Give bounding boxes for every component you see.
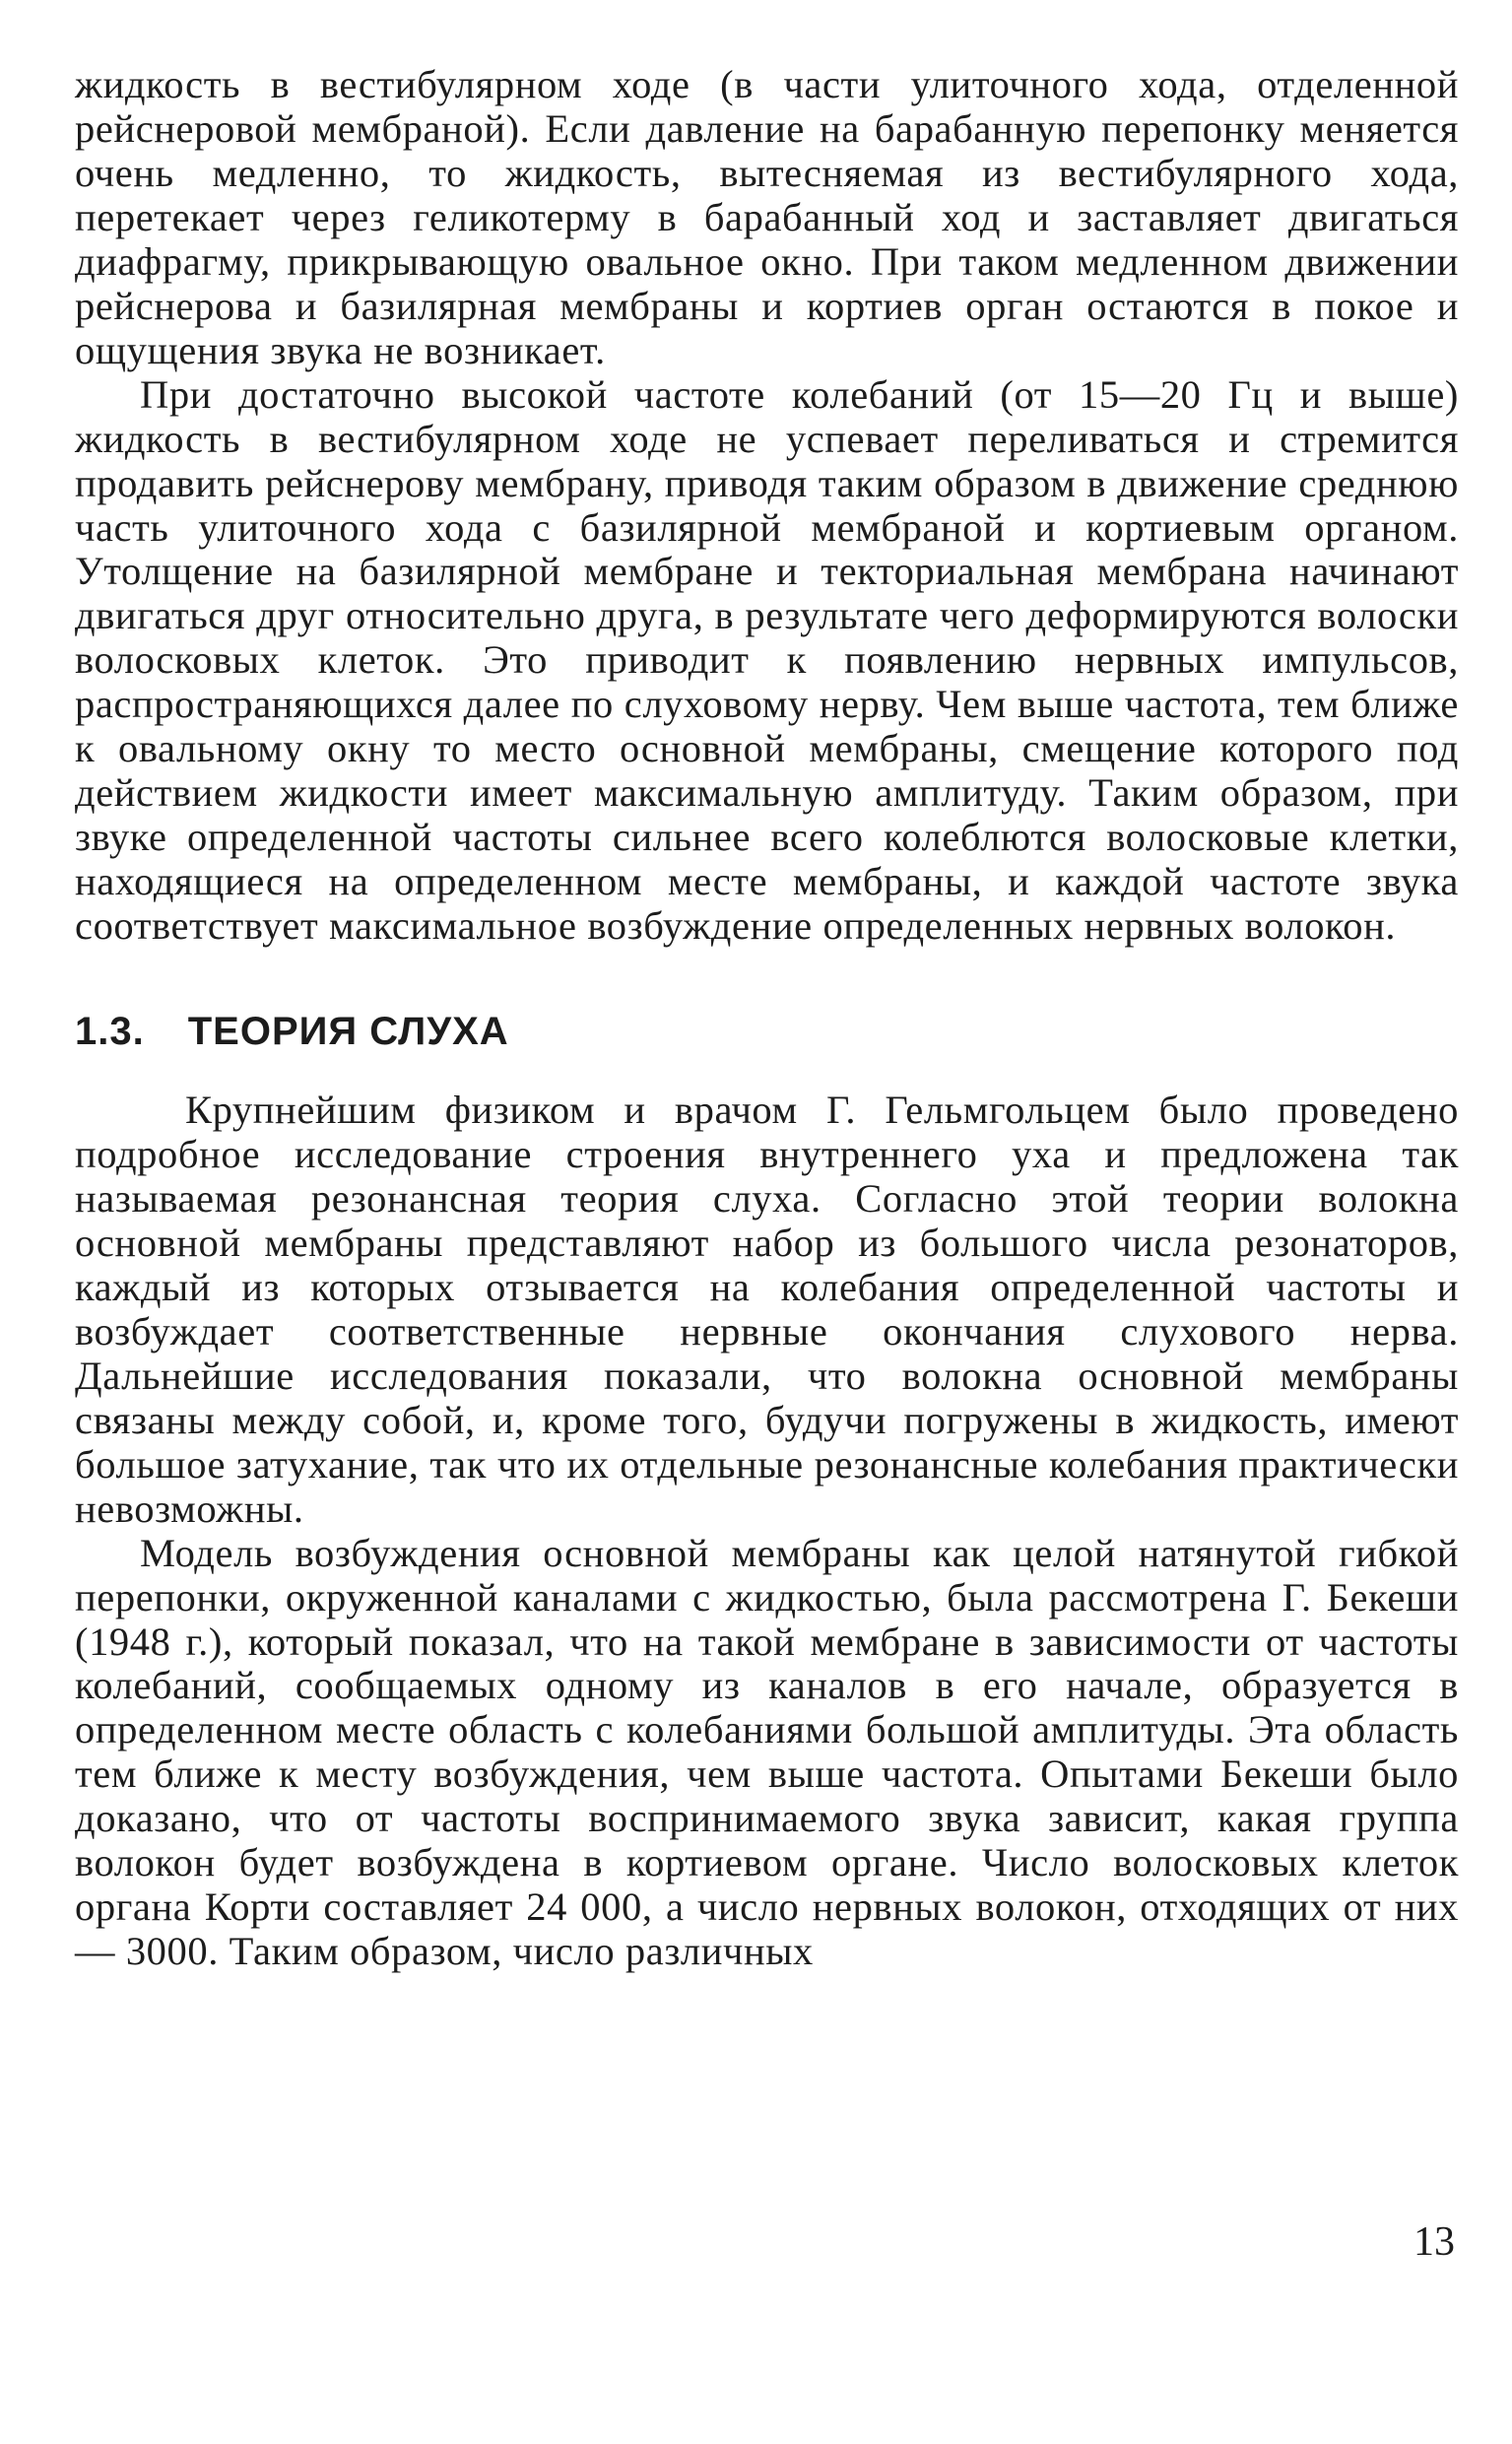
paragraph-bekesy: Модель возбуждения основной мембраны как целой натянутой гибкой перепонки, окруженной каналами с жидкостью, была рассмотрена Г. Бекеши (1948 г.), который показал, что на такой мембране в зависимости от частоты колебаний, сообщаемых одному из каналов в его начале, образуется в определенном месте область с колебаниями большой амплитуды. Эта область тем ближе к месту возбуждения, чем выше частота. Опытами Бекеши было доказано, что от частоты воспринимаемого звука зависит, какая группа волокон будет возбуждена в кортиевом органе. Число волосковых клеток органа Корти составляет 24 000, а число нервных волокон, отходящих от них — 3000. Таким образом, число различных (75, 1530, 1459, 1974)
paragraph-continued: жидкость в вестибулярном ходе (в части улиточного хода, отделенной рейснеровой мембраной). Если давление на барабанную перепонку меняется очень медленно, то жидкость, вытесняемая из вестибулярного хода, перетекает через геликотерму в барабанный ход и заставляет двигаться диафрагму, прикрывающую овальное окно. При таком медленном движении рейснерова и базилярная мембраны и кортиев орган остаются в покое и ощущения звука не возникает. (75, 62, 1459, 372)
paragraph-helmholtz: Крупнейшим физиком и врачом Г. Гельмгольцем было проведено подробное исследование строения внутреннего уха и предложена так называемая резонансная теория слуха. Согласно этой теории волокна основной мембраны представляют набор из большого числа резонаторов, каждый из которых отзывается на колебания определенной частоты и возбуждает соответственные нервные окончания слухового нерва. Дальнейшие исследования показали, что волокна основной мембраны связаны между собой, и, кроме того, будучи погружены в жидкость, имеют большое затухание, так что их отдельные резонансные колебания практически невозможны. (75, 1088, 1459, 1531)
section-number: 1.3. (75, 1010, 145, 1054)
page-body (75, 63, 1459, 1974)
page-number: 13 (1413, 2219, 1455, 2265)
section-heading (75, 1008, 1459, 1055)
section-title: ТЕОРИЯ СЛУХА (187, 1010, 509, 1054)
paragraph-high-frequency: При достаточно высокой частоте колебаний (от 15—20 Гц и выше) жидкость в вестибулярном ходе не успевает переливаться и стремится продавить рейснерову мембрану, приводя таким образом в движение среднюю часть улиточного хода с базилярной мембраной и кортиевым органом. Утолщение на базилярной мембране и текториальная мембрана начинают двигаться друг относительно друга, в результате чего деформируются волоски волосковых клеток. Это приводит к появлению нервных импульсов, распространяющихся далее по слуховому нерву. Чем выше частота, тем ближе к овальному окну то место основной мембраны, смещение которого под действием жидкости имеет максимальную амплитуду. Таким образом, при звуке определенной частоты сильнее всего колеблются волосковые клетки, находящиеся на определенном месте мембраны, и каждой частоте звука соответствует максимальное возбуждение определенных нервных волокон. (75, 371, 1459, 949)
